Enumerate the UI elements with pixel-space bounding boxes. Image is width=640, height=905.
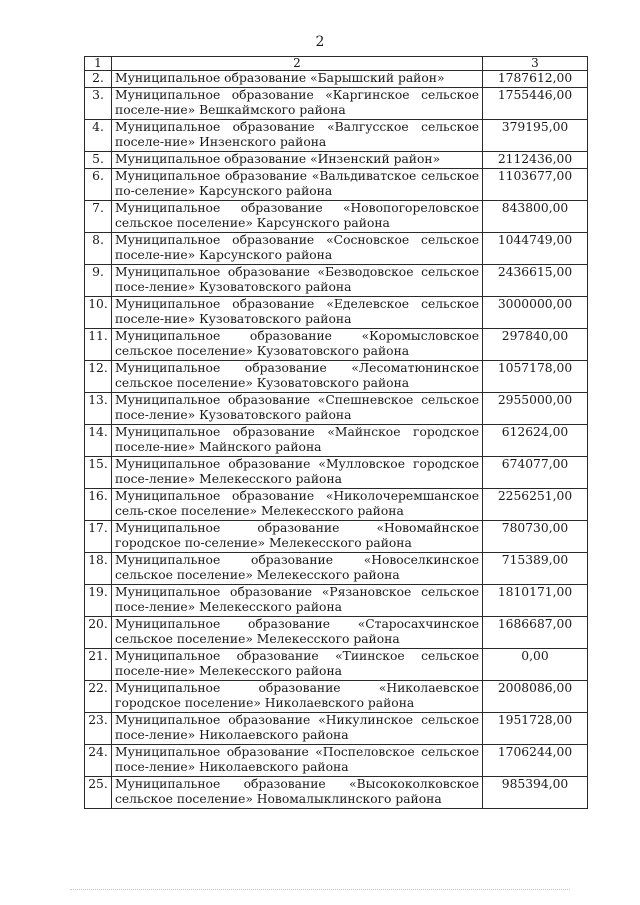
column-header-3: 3 [483,57,588,71]
municipality-name: Муниципальное образование «Барышский район» [112,71,483,88]
table-row [85,457,588,489]
row-number: 2. [85,71,112,88]
amount-value: 3000000,00 [483,297,588,329]
table-row [85,152,588,169]
row-number: 23. [85,713,112,745]
amount-value: 297840,00 [483,329,588,361]
municipality-name: Муниципальное образование «Николочеремшанское сель-ское поселение» Мелекесского района [112,489,483,521]
amount-value: 1044749,00 [483,233,588,265]
amount-value: 985394,00 [483,777,588,809]
municipality-name: Муниципальное образование «Вальдиватское сельское по-селение» Карсунского района [112,169,483,201]
amount-value: 1103677,00 [483,169,588,201]
municipality-name: Муниципальное образование «Новопогореловское сельское поселение» Карсунского района [112,201,483,233]
row-number: 8. [85,233,112,265]
row-number: 13. [85,393,112,425]
municipality-name: Муниципальное образование «Сосновское сельское поселе-ние» Карсунского района [112,233,483,265]
municipality-name: Муниципальное образование «Рязановское сельское посе-ление» Мелекесского района [112,585,483,617]
table-row [85,201,588,233]
table-row [85,233,588,265]
municipality-name: Муниципальное образование «Поспеловское сельское посе-ление» Николаевского района [112,745,483,777]
municipality-name: Муниципальное образование «Майнское городское поселе-ние» Майнского района [112,425,483,457]
row-number: 19. [85,585,112,617]
row-number: 15. [85,457,112,489]
table-header-row [85,57,588,71]
table-row [85,745,588,777]
table-row [85,169,588,201]
municipality-name: Муниципальное образование «Мулловское городское посе-ление» Мелекесского района [112,457,483,489]
row-number: 5. [85,152,112,169]
row-number: 7. [85,201,112,233]
row-number: 24. [85,745,112,777]
table-row [85,120,588,152]
row-number: 22. [85,681,112,713]
municipality-name: Муниципальное образование «Высококолковское сельское поселение» Новомалыклинского района [112,777,483,809]
column-header-1: 1 [85,57,112,71]
municipality-name: Муниципальное образование «Еделевское сельское поселе-ние» Кузоватовского района [112,297,483,329]
municipality-name: Муниципальное образование «Старосахчинское сельское поселение» Мелекесского района [112,617,483,649]
amount-value: 1787612,00 [483,71,588,88]
row-number: 14. [85,425,112,457]
municipality-name: Муниципальное образование «Лесоматюнинское сельское поселение» Кузоватовского района [112,361,483,393]
table-row [85,521,588,553]
table-body [85,71,588,809]
table-row [85,617,588,649]
municipality-name: Муниципальное образование «Коромысловское сельское поселение» Кузоватовского района [112,329,483,361]
municipality-name: Муниципальное образование «Новоселкинское сельское поселение» Мелекесского района [112,553,483,585]
table-row [85,265,588,297]
amount-value: 1057178,00 [483,361,588,393]
row-number: 11. [85,329,112,361]
amount-value: 0,00 [483,649,588,681]
amount-value: 2256251,00 [483,489,588,521]
table-row [85,585,588,617]
column-header-2: 2 [112,57,483,71]
row-number: 18. [85,553,112,585]
row-number: 12. [85,361,112,393]
page-number: 2 [315,34,325,50]
table-row [85,297,588,329]
amount-value: 2112436,00 [483,152,588,169]
municipality-name: Муниципальное образование «Новомайнское городское по-селение» Мелекесского района [112,521,483,553]
table-row [85,393,588,425]
amount-value: 674077,00 [483,457,588,489]
row-number: 6. [85,169,112,201]
municipality-name: Муниципальное образование «Безводовское сельское посе-ление» Кузоватовского района [112,265,483,297]
row-number: 16. [85,489,112,521]
row-number: 9. [85,265,112,297]
municipality-name: Муниципальное образование «Каргинское сельское поселе-ние» Вешкаймского района [112,88,483,120]
amount-value: 2436615,00 [483,265,588,297]
row-number: 3. [85,88,112,120]
row-number: 10. [85,297,112,329]
amount-value: 715389,00 [483,553,588,585]
amount-value: 1755446,00 [483,88,588,120]
table-row [85,777,588,809]
amount-value: 379195,00 [483,120,588,152]
municipality-name: Муниципальное образование «Тиинское сельское поселе-ние» Мелекесского района [112,649,483,681]
row-number: 17. [85,521,112,553]
table-row [85,713,588,745]
row-number: 25. [85,777,112,809]
table-row [85,88,588,120]
municipality-name: Муниципальное образование «Инзенский район» [112,152,483,169]
scan-artifact-line [70,889,570,890]
amount-value: 1810171,00 [483,585,588,617]
municipality-name: Муниципальное образование «Никулинское сельское посе-ление» Николаевского района [112,713,483,745]
municipality-name: Муниципальное образование «Валгусское сельское поселе-ние» Инзенского района [112,120,483,152]
row-number: 4. [85,120,112,152]
allocation-table [84,56,588,809]
table-row [85,361,588,393]
table-row [85,681,588,713]
amount-value: 2955000,00 [483,393,588,425]
row-number: 20. [85,617,112,649]
table-row [85,329,588,361]
table-row [85,71,588,88]
table-row [85,553,588,585]
amount-value: 612624,00 [483,425,588,457]
table-header [85,57,588,71]
table-row [85,649,588,681]
amount-value: 1686687,00 [483,617,588,649]
row-number: 21. [85,649,112,681]
amount-value: 1706244,00 [483,745,588,777]
amount-value: 2008086,00 [483,681,588,713]
municipality-name: Муниципальное образование «Николаевское городское поселение» Николаевского района [112,681,483,713]
table-row [85,425,588,457]
amount-value: 780730,00 [483,521,588,553]
amount-value: 843800,00 [483,201,588,233]
table-row [85,489,588,521]
amount-value: 1951728,00 [483,713,588,745]
municipality-name: Муниципальное образование «Спешневское сельское посе-ление» Кузоватовского района [112,393,483,425]
